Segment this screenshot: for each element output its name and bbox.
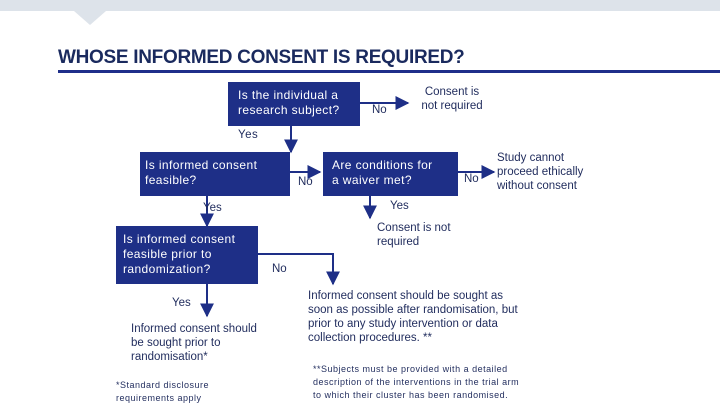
- outcome-line: randomisation*: [131, 351, 208, 363]
- outcome-study-cannot-proceed: [497, 151, 583, 193]
- question-line: Are conditions for: [332, 158, 433, 172]
- question-line: feasible prior to: [123, 247, 212, 261]
- question-box-research-subject: [228, 82, 360, 126]
- footnote-standard-disclosure: [116, 379, 209, 405]
- answer-no-waiver: No: [464, 173, 479, 185]
- outcome-line: required: [377, 236, 420, 248]
- footnote-line: to which their cluster has been randomised.: [313, 390, 509, 400]
- outcome-consent-after-randomisation: [308, 289, 518, 345]
- outcome-line: Informed consent should be sought as: [308, 290, 503, 302]
- outcome-consent-prior-randomisation: [131, 322, 257, 364]
- outcome-line: Study cannot: [497, 152, 565, 164]
- question-line: Is the individual a: [238, 88, 339, 102]
- footnote-line: description of the interventions in the trial arm: [313, 377, 520, 387]
- answer-no-feasible: No: [298, 176, 313, 188]
- outcome-line: without consent: [497, 180, 577, 192]
- question-line: Is informed consent: [145, 158, 258, 172]
- question-line: Is informed consent: [123, 232, 236, 246]
- outcome-line: Consent is not: [377, 222, 451, 234]
- question-line: research subject?: [238, 103, 340, 117]
- outcome-line: soon as possible after randomisation, but: [308, 304, 518, 316]
- outcome-line: Informed consent should: [131, 323, 257, 335]
- outcome-line: proceed ethically: [497, 166, 584, 178]
- question-box-waiver: [323, 152, 458, 196]
- footnote-subjects: [313, 363, 519, 402]
- answer-yes-subject: Yes: [238, 129, 259, 141]
- footnote-line: requirements apply: [116, 393, 202, 403]
- arrow-prior-no: [258, 254, 333, 284]
- outcome-line: prior to any study intervention or data: [308, 318, 498, 330]
- answer-yes-feasible: Yes: [203, 202, 222, 214]
- outcome-line: Consent is: [424, 86, 480, 98]
- outcome-consent-not-required-2: [377, 221, 451, 249]
- outcome-consent-not-required-1: [417, 85, 487, 113]
- question-line: randomization?: [123, 262, 211, 276]
- page-title: WHOSE INFORMED CONSENT IS REQUIRED?: [58, 47, 465, 68]
- outcome-line: collection procedures. **: [308, 332, 433, 344]
- footnote-line: *Standard disclosure: [116, 380, 210, 390]
- answer-no-subject: No: [372, 104, 387, 116]
- footnote-line: **Subjects must be provided with a detailed: [313, 364, 508, 374]
- question-box-feasible: [140, 152, 290, 196]
- question-line: feasible?: [145, 173, 197, 187]
- outcome-line: be sought prior to: [131, 337, 221, 349]
- question-box-prior-randomization: [116, 226, 258, 284]
- answer-yes-prior: Yes: [172, 297, 191, 309]
- outcome-line: not required: [421, 100, 483, 112]
- answer-no-prior: No: [272, 263, 287, 275]
- answer-yes-waiver: Yes: [390, 200, 409, 212]
- question-line: a waiver met?: [332, 173, 412, 187]
